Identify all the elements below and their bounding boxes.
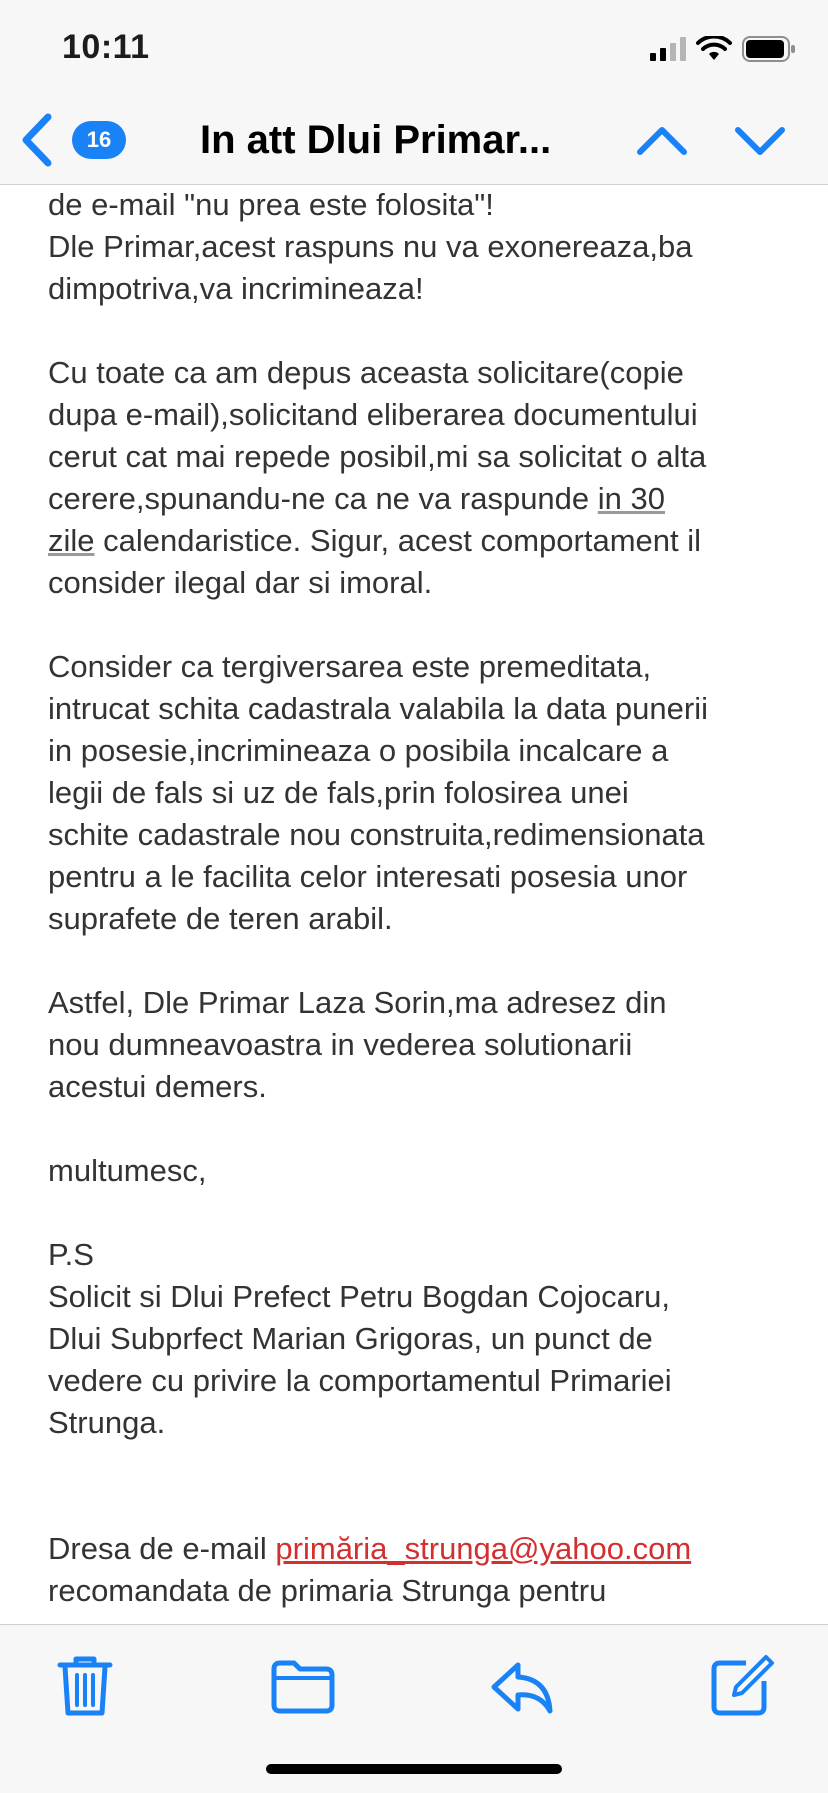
nav-bar: [0, 100, 828, 185]
previous-message-button[interactable]: [634, 116, 690, 166]
date-detected-link[interactable]: in 30: [597, 481, 665, 516]
text-line: in posesie,incrimineaza o posibila incalcare a: [48, 733, 669, 768]
text-line: dimpotriva,va incrimineaza!: [48, 271, 424, 306]
home-indicator: [266, 1764, 562, 1774]
text-line: vedere cu privire la comportamentul Primariei: [48, 1363, 672, 1398]
paragraph-1: [48, 184, 788, 310]
text-segment: Dresa de e-mail: [48, 1531, 276, 1566]
text-line: de e-mail "nu prea este folosita"!: [48, 187, 494, 222]
folder-icon: [268, 1651, 338, 1721]
text-line: Astfel, Dle Primar Laza Sorin,ma adresez din: [48, 985, 667, 1020]
reply-icon: [488, 1651, 558, 1721]
paragraph-4: [48, 982, 788, 1108]
paragraph-ps: [48, 1234, 788, 1444]
text-line: multumesc,: [48, 1153, 207, 1188]
text-segment: cerere,spunandu-ne ca ne va raspunde: [48, 481, 598, 516]
text-line: Consider ca tergiversarea este premeditata,: [48, 649, 652, 684]
paragraph-5: [48, 1150, 788, 1192]
paragraph-address: [48, 1528, 788, 1612]
status-bar: [0, 0, 828, 100]
text-line: Strunga.: [48, 1405, 166, 1440]
email-address-link[interactable]: primăria_strunga@yahoo.com: [275, 1531, 692, 1566]
text-line: intrucat schita cadastrala valabila la data punerii: [48, 691, 708, 726]
back-button[interactable]: [20, 108, 140, 172]
text-line: legii de fals si uz de fals,prin folosirea unei: [48, 775, 629, 810]
text-line: dupa e-mail),solicitand eliberarea documentului: [48, 397, 698, 432]
text-line: recomandata de primaria Strunga pentru: [48, 1573, 607, 1608]
paragraph-2: [48, 352, 788, 604]
text-line: cerut cat mai repede posibil,mi sa solicitat o alta: [48, 439, 707, 474]
compose-icon: [706, 1651, 776, 1721]
text-line: consider ilegal dar si imoral.: [48, 565, 433, 600]
text-line: Cu toate ca am depus aceasta solicitare(copie: [48, 355, 684, 390]
status-icons: [650, 34, 796, 64]
text-line: schite cadastrale nou construita,redimensionata: [48, 817, 705, 852]
compose-button[interactable]: [706, 1651, 776, 1721]
battery-icon: [742, 36, 796, 62]
wifi-icon: [696, 36, 732, 62]
reply-button[interactable]: [488, 1651, 558, 1721]
next-message-button[interactable]: [732, 116, 788, 166]
text-line: P.S: [48, 1237, 94, 1272]
delete-button[interactable]: [50, 1651, 120, 1721]
move-to-folder-button[interactable]: [268, 1651, 338, 1721]
date-detected-link[interactable]: zile: [48, 523, 95, 558]
email-subject-title: In att Dlui Primar...: [200, 118, 552, 162]
text-line: acestui demers.: [48, 1069, 267, 1104]
chevron-up-icon: [634, 116, 690, 166]
text-line: Dle Primar,acest raspuns nu va exonereaza,ba: [48, 229, 693, 264]
cellular-signal-icon: [650, 37, 686, 61]
text-line: [48, 1528, 788, 1570]
status-time: 10:11: [62, 28, 150, 66]
text-line: [48, 520, 788, 562]
chevron-down-icon: [732, 116, 788, 166]
text-line: suprafete de teren arabil.: [48, 901, 393, 936]
text-segment: calendaristice. Sigur, acest comportament il: [94, 523, 702, 558]
email-body: [48, 184, 788, 1624]
text-line: Dlui Subprfect Marian Grigoras, un punct de: [48, 1321, 653, 1356]
chevron-left-icon: [20, 113, 54, 167]
trash-icon: [50, 1651, 120, 1721]
text-line: nou dumneavoastra in vederea solutionarii: [48, 1027, 633, 1062]
unread-count-badge: 16: [72, 121, 126, 159]
paragraph-3: [48, 646, 788, 940]
text-line: Solicit si Dlui Prefect Petru Bogdan Cojocaru,: [48, 1279, 671, 1314]
text-line: pentru a le facilita celor interesati posesia unor: [48, 859, 688, 894]
text-line: [48, 478, 788, 520]
